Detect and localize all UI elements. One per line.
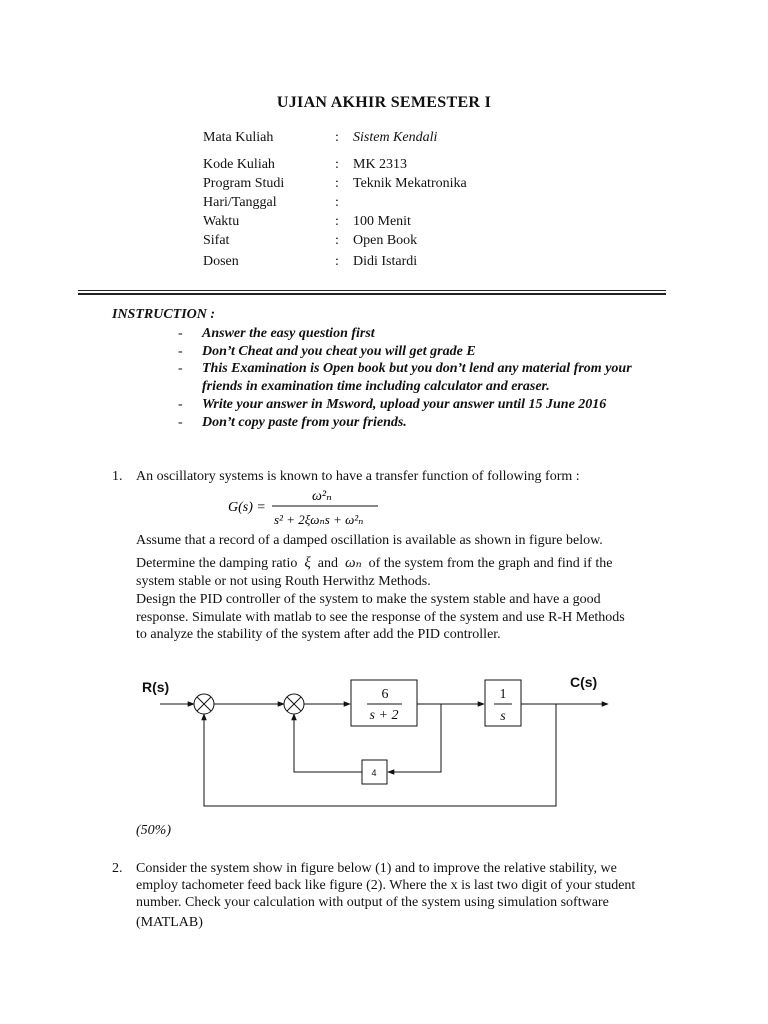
info-value: Sistem Kendali (353, 130, 438, 145)
instruction-title: INSTRUCTION : (112, 307, 216, 322)
info-label: Sifat (203, 233, 230, 248)
question-number: 1. (112, 469, 123, 484)
block2-denominator: s (500, 709, 506, 724)
info-separator: : (335, 233, 339, 248)
info-separator: : (335, 176, 339, 191)
info-label: Kode Kuliah (203, 157, 275, 172)
question-text: employ tachometer feed back like figure (2). Where the x is last two digit of your student (136, 878, 636, 893)
block2-numerator: 1 (499, 687, 507, 702)
omega-n-symbol: ωₙ (345, 555, 362, 571)
inner-feedback-return-line (294, 714, 362, 772)
question-text: Assume that a record of a damped oscillation is available as shown in figure below. (136, 533, 603, 548)
feedback-gain-value: 4 (371, 768, 377, 778)
question-number: 2. (112, 861, 123, 876)
formula-numerator: ω²ₙ (312, 489, 332, 504)
block1-numerator: 6 (381, 687, 389, 702)
output-label: C(s) (570, 674, 598, 690)
question-text: An oscillatory systems is known to have a transfer function of following form : (136, 469, 580, 484)
info-separator: : (335, 195, 339, 210)
exam-title: UJIAN AKHIR SEMESTER I (276, 94, 492, 111)
question-text: response. Simulate with matlab to see the response of the system and use R-H Methods (136, 610, 625, 625)
info-label: Waktu (203, 214, 240, 229)
question-text-with-symbols: Determine the damping ratio ξ and ωₙ of the system from the graph and find if the (136, 555, 613, 571)
block1-denominator: s + 2 (369, 708, 399, 723)
info-separator: : (335, 157, 339, 172)
info-label: Mata Kuliah (203, 130, 274, 145)
info-separator: : (335, 214, 339, 229)
question-text: Design the PID controller of the system to make the system stable and have a good (136, 592, 601, 607)
info-value: 100 Menit (353, 214, 411, 229)
question-text: (MATLAB) (136, 915, 203, 930)
info-value: Didi Istardi (353, 254, 418, 269)
info-label: Dosen (203, 254, 239, 269)
question-text: number. Check your calculation with output of the system using simulation software (136, 895, 609, 910)
question-weight: (50%) (136, 823, 171, 838)
info-value: Open Book (353, 233, 418, 248)
info-separator: : (335, 254, 339, 269)
formula-denominator: s² + 2ξωₙs + ω²ₙ (274, 512, 364, 527)
info-value: Teknik Mekatronika (353, 176, 467, 191)
question-text: to analyze the stability of the system after add the PID controller. (136, 627, 501, 642)
info-value: MK 2313 (353, 157, 408, 172)
info-label: Hari/Tanggal (203, 195, 277, 210)
input-label: R(s) (142, 679, 170, 695)
formula-lhs: G(s) = (228, 500, 266, 515)
question-text: Consider the system show in figure below (1) and to improve the relative stability, we (136, 861, 617, 876)
xi-symbol: ξ (304, 555, 311, 571)
question-text: system stable or not using Routh Herwithz Methods. (136, 574, 431, 589)
info-label: Program Studi (203, 176, 285, 191)
info-separator: : (335, 130, 339, 145)
